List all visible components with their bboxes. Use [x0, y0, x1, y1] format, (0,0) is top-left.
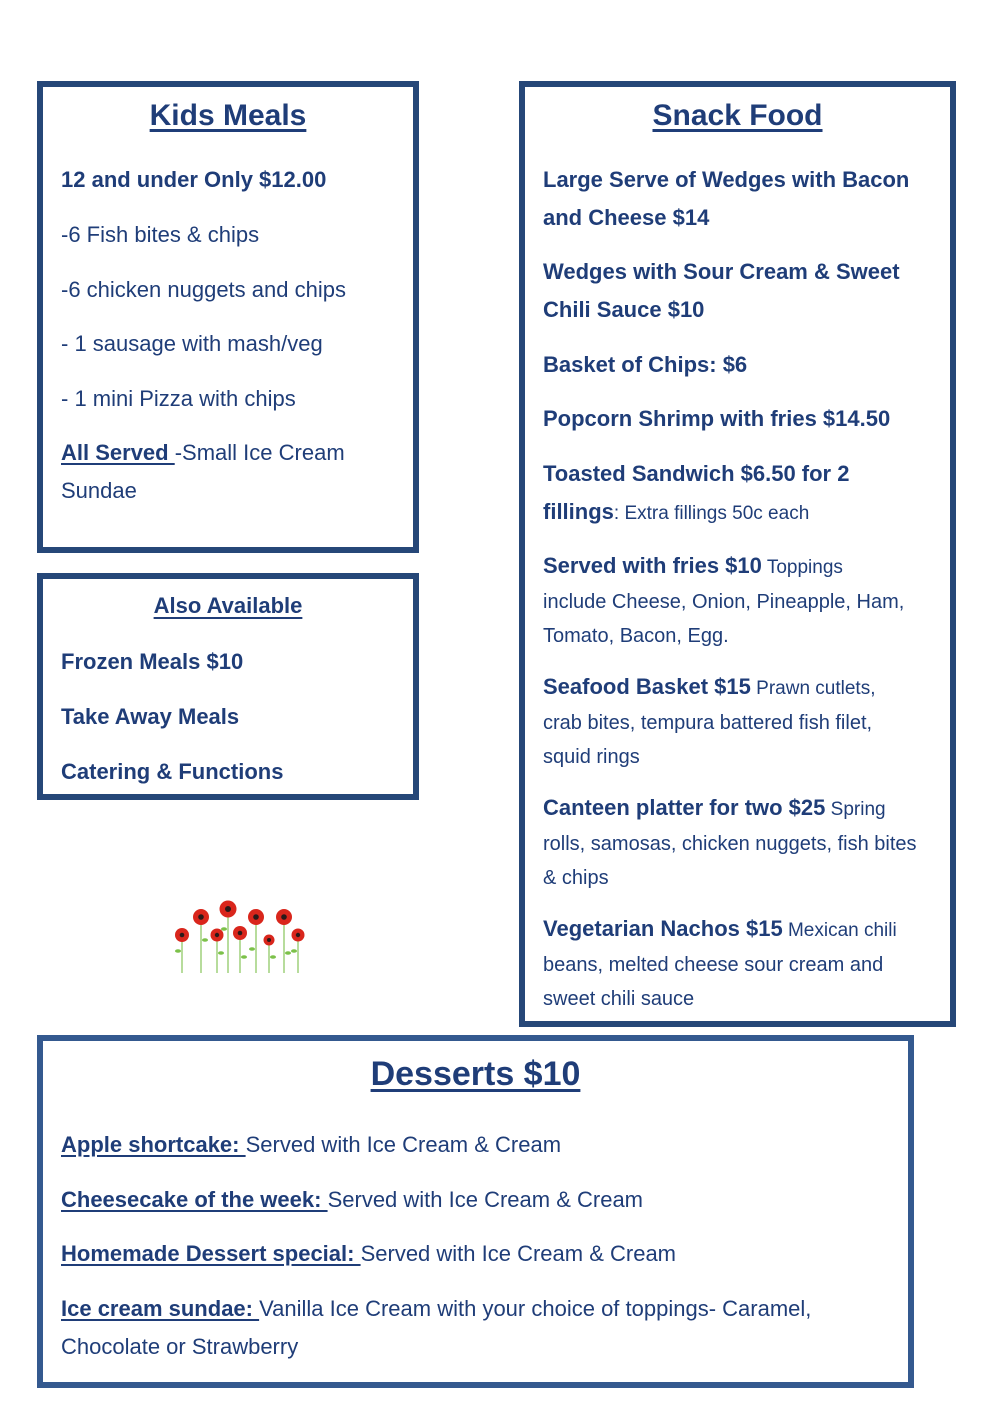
kids-item: - 1 mini Pizza with chips	[61, 386, 296, 411]
snack-item-name: Popcorn Shrimp with fries $14.50	[543, 406, 891, 431]
snack-item-name: Chili Sauce $10	[543, 297, 705, 322]
snack-food-title: Snack Food	[652, 99, 823, 132]
snack-item-line	[543, 668, 938, 708]
snack-item-line	[543, 789, 938, 829]
snack-item-desc: & chips	[543, 867, 609, 889]
desserts-box	[37, 1035, 914, 1388]
snack-item-line	[543, 547, 938, 587]
dessert-name: Ice cream sundae:	[61, 1296, 260, 1321]
snack-item-line	[543, 493, 938, 533]
snack-item-desc: squid rings	[543, 746, 640, 768]
also-available-title: Also Available	[153, 593, 303, 618]
kids-meals-box	[37, 81, 419, 553]
kids-item: -6 Fish bites & chips	[61, 222, 260, 247]
kids-price-line: 12 and under Only $12.00	[61, 167, 327, 192]
snack-item-desc: sweet chili sauce	[543, 988, 695, 1010]
dessert-item	[61, 1126, 896, 1164]
snack-item-name: Vegetarian Nachos $15	[543, 916, 783, 941]
also-available-box	[37, 573, 419, 800]
served-text: -Small Ice Cream	[174, 440, 345, 465]
snack-item-line	[543, 910, 938, 950]
snack-item-name: Canteen platter for two $25	[543, 795, 826, 820]
snack-item-name: Large Serve of Wedges with Bacon	[543, 167, 910, 192]
served-label: All Served	[61, 440, 175, 465]
snack-item-name: Served with fries $10	[543, 553, 762, 578]
kids-item: -6 chicken nuggets and chips	[61, 277, 346, 302]
dessert-name: Homemade Dessert special:	[61, 1241, 361, 1266]
snack-item-desc: : Extra fillings 50c each	[613, 503, 810, 524]
also-item: Catering & Functions	[61, 759, 284, 784]
snack-item-name: Wedges with Sour Cream & Sweet	[543, 259, 900, 284]
snack-item-name: Basket of Chips: $6	[543, 352, 748, 377]
snack-item-desc: rolls, samosas, chicken nuggets, fish bites	[543, 833, 917, 855]
dessert-desc-line-2: Chocolate or Strawberry	[61, 1334, 299, 1359]
desserts-title: Desserts $10	[370, 1055, 581, 1093]
also-item: Take Away Meals	[61, 704, 240, 729]
snack-food-box	[519, 81, 956, 1027]
snack-item-desc: include Cheese, Onion, Pineapple, Ham,	[543, 591, 905, 613]
snack-item-name: and Cheese $14	[543, 205, 710, 230]
dessert-desc: Vanilla Ice Cream with your choice of toppings- Caramel,	[259, 1296, 812, 1321]
dessert-desc: Served with Ice Cream & Cream	[245, 1132, 562, 1157]
snack-item-desc: crab bites, tempura battered fish filet,	[543, 712, 873, 734]
dessert-name: Apple shortcake:	[61, 1132, 246, 1157]
snack-item-name: Toasted Sandwich $6.50 for 2	[543, 461, 850, 486]
also-item: Frozen Meals $10	[61, 649, 244, 674]
dessert-name: Cheesecake of the week:	[61, 1187, 328, 1212]
snack-item-desc: Mexican chili	[782, 920, 897, 941]
dessert-item	[61, 1181, 896, 1219]
dessert-item	[61, 1235, 896, 1273]
kids-served-line-2: Sundae	[61, 478, 137, 503]
kids-meals-title: Kids Meals	[149, 99, 307, 132]
snack-item-desc: Spring	[825, 799, 886, 820]
snack-item-name: Seafood Basket $15	[543, 674, 751, 699]
kids-served-line	[61, 434, 401, 472]
kids-item: - 1 sausage with mash/veg	[61, 331, 323, 356]
snack-item-desc: beans, melted cheese sour cream and	[543, 954, 884, 976]
poppy-flowers-icon	[170, 895, 310, 975]
dessert-item	[61, 1290, 896, 1328]
snack-item-desc: Toppings	[761, 557, 843, 578]
dessert-desc: Served with Ice Cream & Cream	[360, 1241, 677, 1266]
dessert-desc: Served with Ice Cream & Cream	[327, 1187, 644, 1212]
snack-item-name: fillings	[543, 499, 614, 524]
snack-item-desc: Tomato, Bacon, Egg.	[543, 625, 729, 647]
snack-item-desc: Prawn cutlets,	[750, 678, 876, 699]
